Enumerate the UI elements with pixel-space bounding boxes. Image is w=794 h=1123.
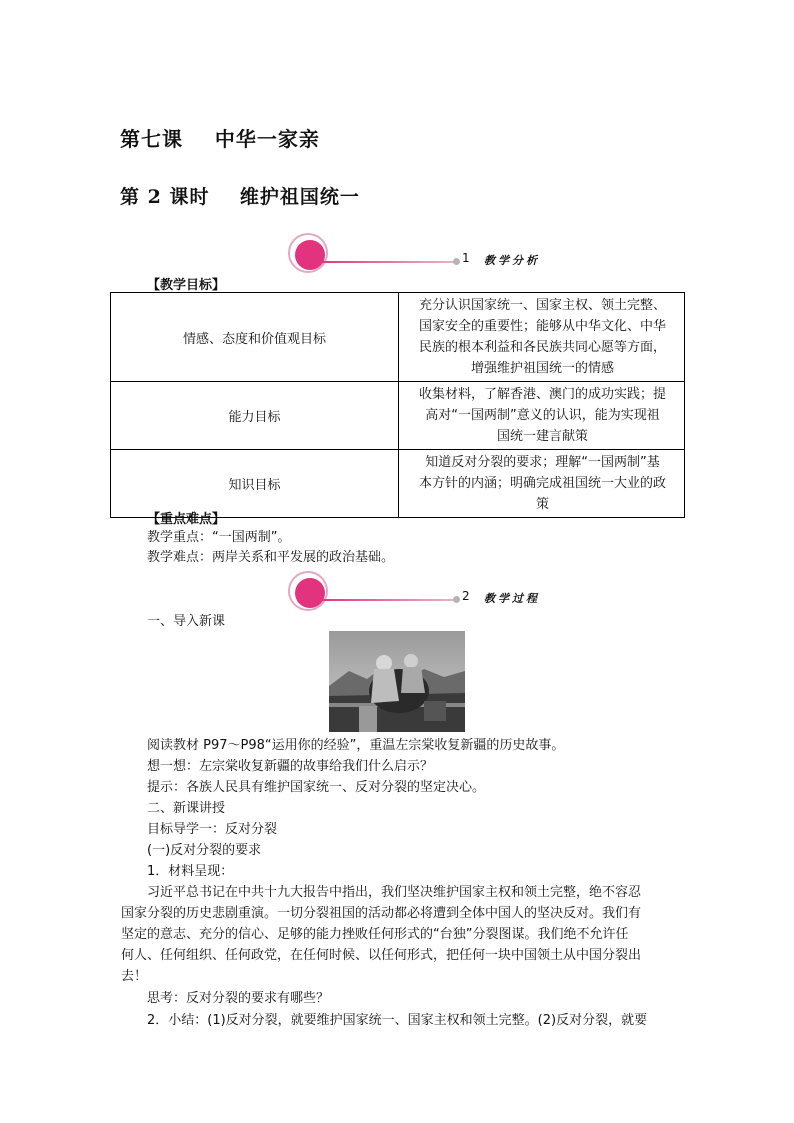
dot-icon bbox=[453, 596, 460, 603]
divider-line bbox=[318, 599, 458, 601]
key-points-heading: 【重点难点】 bbox=[147, 512, 226, 527]
subheading: (一)反对分裂的要求 bbox=[147, 843, 262, 858]
section-label: 教学分析 bbox=[484, 254, 540, 267]
goal-category: 情感、态度和价值观目标 bbox=[111, 293, 399, 382]
summary-line: 2．小结：(1)反对分裂，就要维护国家统一、国家主权和领土完整。(2)反对分裂，就要 bbox=[147, 1013, 648, 1028]
material-paragraph bbox=[121, 882, 681, 987]
goals-table bbox=[110, 292, 685, 518]
goal-text bbox=[399, 450, 685, 518]
intro-line: 想一想：左宗棠收复新疆的故事给我们什么启示？ bbox=[147, 759, 434, 774]
goal-line: 策 bbox=[535, 497, 549, 512]
material-heading: 1．材料呈现： bbox=[147, 864, 234, 879]
section-label: 教学过程 bbox=[484, 592, 540, 605]
table-row bbox=[111, 293, 685, 382]
goal-guide: 目标导学一：反对分裂 bbox=[147, 822, 278, 837]
key-point: 教学重点：“一国两制”。 bbox=[147, 530, 291, 545]
section-number: 2 bbox=[462, 589, 470, 603]
material-line: 去！ bbox=[121, 969, 148, 984]
divider-line bbox=[318, 261, 458, 263]
goal-line: 民族的根本利益和各民族共同心愿等方面， bbox=[418, 340, 666, 355]
material-line: 国家分裂的历史悲剧重演。一切分裂祖国的活动都必将遭到全体中国人的坚决反对。我们有 bbox=[121, 906, 642, 921]
section-header-process bbox=[288, 571, 548, 615]
statue-photo bbox=[329, 631, 465, 732]
goal-line: 充分认识国家统一、国家主权、领土完整、 bbox=[418, 298, 666, 313]
pink-circle-icon bbox=[288, 233, 328, 273]
think-question: 思考：反对分裂的要求有哪些？ bbox=[147, 991, 330, 1006]
goal-text bbox=[399, 382, 685, 450]
goal-line: 国家安全的重要性；能够从中华文化、中华 bbox=[418, 319, 666, 334]
table-row bbox=[111, 382, 685, 450]
goal-category: 知识目标 bbox=[111, 450, 399, 518]
material-line: 坚定的意志、充分的信心、足够的能力挫败任何形式的“台独”分裂图谋。我们绝不允许任 bbox=[121, 927, 629, 942]
period-title: 第 2 课时 维护祖国统一 bbox=[120, 186, 360, 208]
goals-heading: 【教学目标】 bbox=[147, 278, 226, 293]
goal-line: 高对“一国两制”意义的认识，能为实现祖 bbox=[425, 408, 660, 423]
goal-line: 收集材料，了解香港、澳门的成功实践；提 bbox=[418, 387, 666, 402]
difficult-point: 教学难点：两岸关系和平发展的政治基础。 bbox=[147, 550, 395, 565]
material-line: 何人、任何组织、任何政党，在任何时候、以任何形式，把任何一块中国领土从中国分裂出 bbox=[121, 948, 642, 963]
material-line: 习近平总书记在中共十九大报告中指出，我们坚决维护国家主权和领土完整，绝不容忍 bbox=[147, 885, 642, 900]
dot-icon bbox=[453, 258, 460, 265]
goal-line: 知道反对分裂的要求；理解“一国两制”基 bbox=[425, 455, 660, 470]
section-number: 1 bbox=[462, 251, 470, 265]
pink-circle-icon bbox=[288, 571, 328, 611]
goal-text bbox=[399, 293, 685, 382]
goal-line: 国统一建言献策 bbox=[496, 429, 588, 444]
new-lesson-heading: 二、新课讲授 bbox=[147, 801, 226, 816]
statue-image bbox=[329, 631, 465, 732]
intro-line: 阅读教材 P97～P98“运用你的经验”，重温左宗棠收复新疆的历史故事。 bbox=[147, 738, 565, 753]
goal-line: 本方针的内涵；明确完成祖国统一大业的政 bbox=[418, 476, 666, 491]
goal-line: 增强维护祖国统一的情感 bbox=[470, 361, 614, 376]
section-header-analysis bbox=[288, 233, 548, 277]
lesson-title: 第七课 中华一家亲 bbox=[120, 127, 320, 151]
intro-line: 提示：各族人民具有维护国家统一、反对分裂的坚定决心。 bbox=[147, 780, 486, 795]
intro-heading: 一、导入新课 bbox=[147, 614, 226, 629]
goal-category: 能力目标 bbox=[111, 382, 399, 450]
